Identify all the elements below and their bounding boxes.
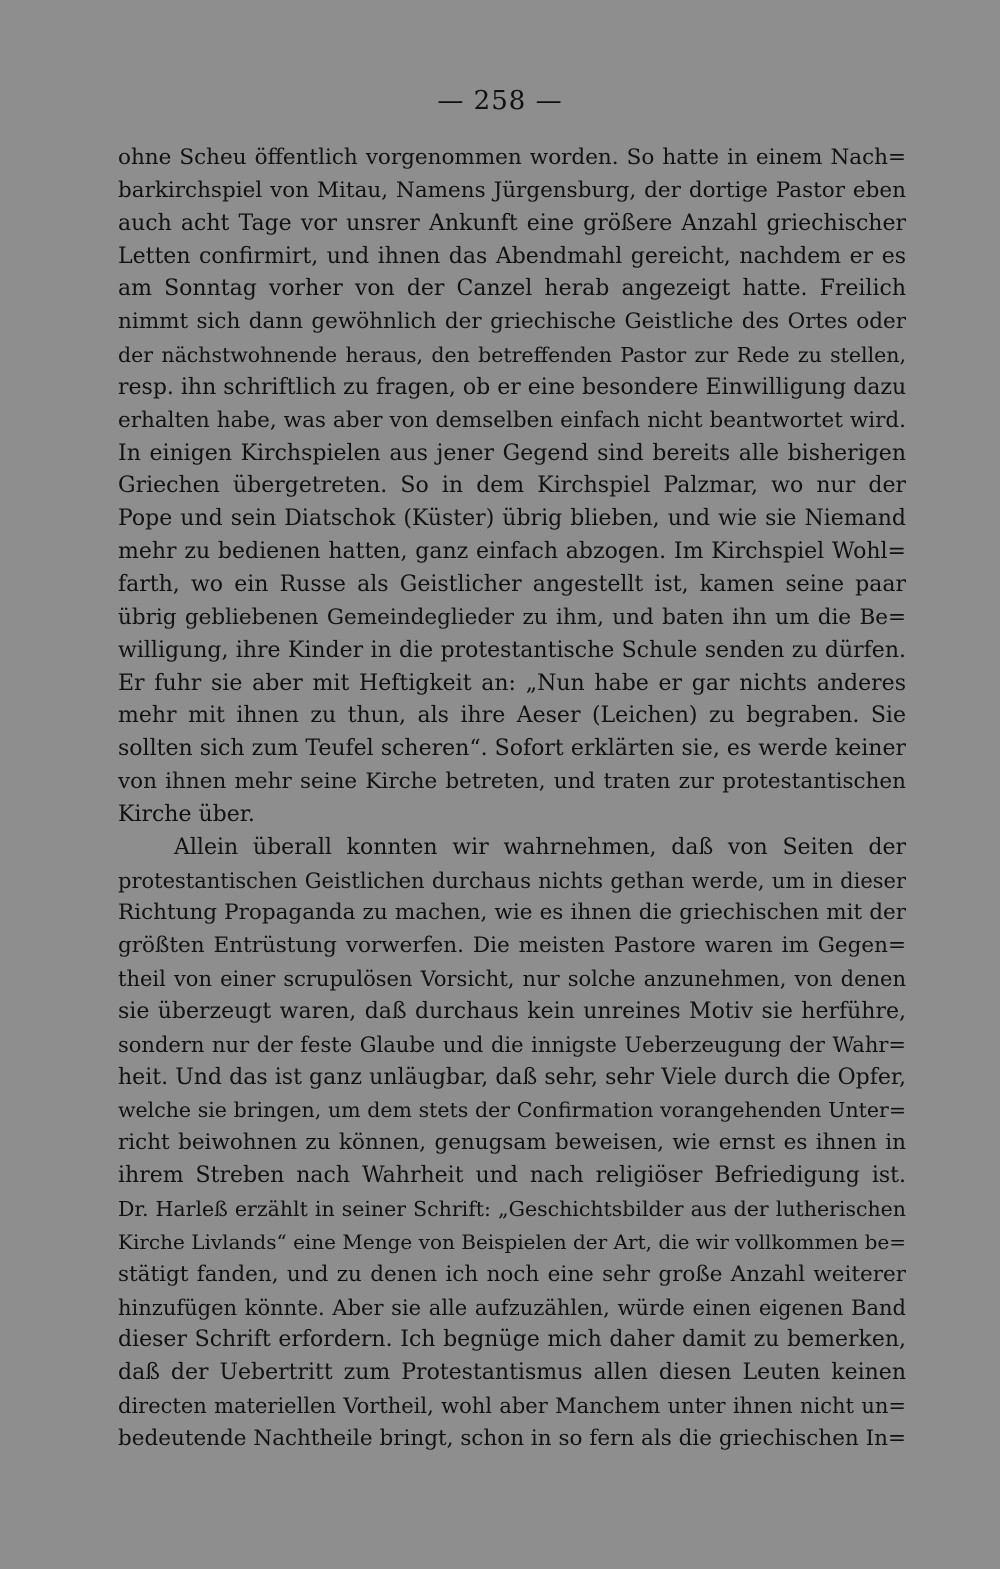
text-line: willigung, ihre Kinder in die protestantische Schule senden zu dürfen. [118, 637, 906, 663]
text-line: Kirche über. [118, 801, 255, 827]
text-line: richt beiwohnen zu können, genugsam beweisen, wie ernst es ihnen in [118, 1130, 906, 1156]
text-line: directen materiellen Vortheil, wohl aber Manchem unter ihnen nicht un= [118, 1394, 906, 1419]
text-line: mehr zu bedienen hatten, ganz einfach abzogen. Im Kirchspiel Wohl= [118, 539, 906, 565]
text-line: resp. ihn schriftlich zu fragen, ob er eine besondere Einwilligung dazu [118, 374, 906, 400]
text-line: Richtung Propaganda zu machen, wie es ihnen die griechischen mit der [118, 900, 906, 926]
text-line: von ihnen mehr seine Kirche betreten, und traten zur protestantischen [118, 769, 906, 795]
text-line: Allein überall konnten wir wahrnehmen, daß von Seiten der [174, 834, 906, 860]
text-line: sie überzeugt waren, daß durchaus kein unreines Motiv sie herführe, [118, 998, 906, 1024]
text-line: bedeutende Nachtheile bringt, schon in so fern als die griechischen In= [118, 1425, 906, 1451]
text-line: am Sonntag vorher von der Canzel herab angezeigt hatte. Freilich [118, 276, 906, 302]
body-text [118, 142, 906, 1456]
text-line: Pope und sein Diatschok (Küster) übrig blieben, und wie sie Niemand [118, 506, 906, 532]
page-number: — 258 — [437, 86, 563, 116]
text-line: sondern nur der feste Glaube und die innigste Ueberzeugung der Wahr= [118, 1032, 906, 1057]
text-line: Er fuhr sie aber mit Heftigkeit an: „Nun habe er gar nichts anderes [118, 670, 906, 696]
text-line: Griechen übergetreten. So in dem Kirchspiel Palzmar, wo nur der [118, 473, 906, 499]
text-line: dieser Schrift erfordern. Ich begnüge mich daher damit zu bemerken, [118, 1327, 906, 1353]
text-line: mehr mit ihnen zu thun, als ihre Aeser (Leichen) zu begraben. Sie [118, 703, 906, 729]
text-line: größten Entrüstung vorwerfen. Die meisten Pastore waren im Gegen= [118, 933, 906, 959]
text-line: ihrem Streben nach Wahrheit und nach religiöser Befriedigung ist. [118, 1163, 906, 1189]
text-line: nimmt sich dann gewöhnlich der griechische Geistliche des Ortes oder [118, 309, 906, 335]
text-line: sollten sich zum Teufel scheren“. Sofort erklärten sie, es werde keiner [118, 736, 906, 762]
text-line: erhalten habe, was aber von demselben einfach nicht beantwortet wird. [118, 407, 906, 433]
text-line: hinzufügen könnte. Aber sie alle aufzuzählen, würde einen eigenen Band [118, 1295, 906, 1320]
text-line: In einigen Kirchspielen aus jener Gegend sind bereits alle bisherigen [118, 440, 906, 466]
text-line: ohne Scheu öffentlich vorgenommen worden. So hatte in einem Nach= [118, 145, 906, 170]
text-line: farth, wo ein Russe als Geistlicher angestellt ist, kamen seine paar [118, 571, 906, 597]
text-line: Letten confirmirt, und ihnen das Abendmahl gereicht, nachdem er es [118, 243, 906, 269]
text-line: stätigt fanden, und zu denen ich noch eine sehr große Anzahl weiterer [118, 1261, 906, 1287]
text-line: auch acht Tage vor unsrer Ankunft eine größere Anzahl griechischer [118, 210, 906, 236]
text-line: welche sie bringen, um dem stets der Confirmation vorangehenden Unter= [118, 1098, 906, 1123]
text-line: daß der Uebertritt zum Protestantismus allen diesen Leuten keinen [118, 1360, 906, 1386]
text-line: protestantischen Geistlichen durchaus nichts gethan werde, um in dieser [118, 868, 906, 893]
text-line: barkirchspiel von Mitau, Namens Jürgensburg, der dortige Pastor eben [118, 177, 906, 203]
text-line: theil von einer scrupulösen Vorsicht, nur solche anzunehmen, von denen [118, 967, 906, 992]
text-line: Kirche Livlands“ eine Menge von Beispielen der Art, die wir vollkommen be= [118, 1229, 906, 1254]
text-line: übrig gebliebenen Gemeindeglieder zu ihm, und baten ihn um die Be= [118, 604, 906, 630]
text-line: heit. Und das ist ganz unläugbar, daß sehr, sehr Viele durch die Opfer, [118, 1064, 906, 1090]
text-line: der nächstwohnende heraus, den betreffenden Pastor zur Rede zu stellen, [118, 343, 906, 368]
text-line: Dr. Harleß erzählt in seiner Schrift: „Geschichtsbilder aus der lutherischen [118, 1197, 906, 1221]
